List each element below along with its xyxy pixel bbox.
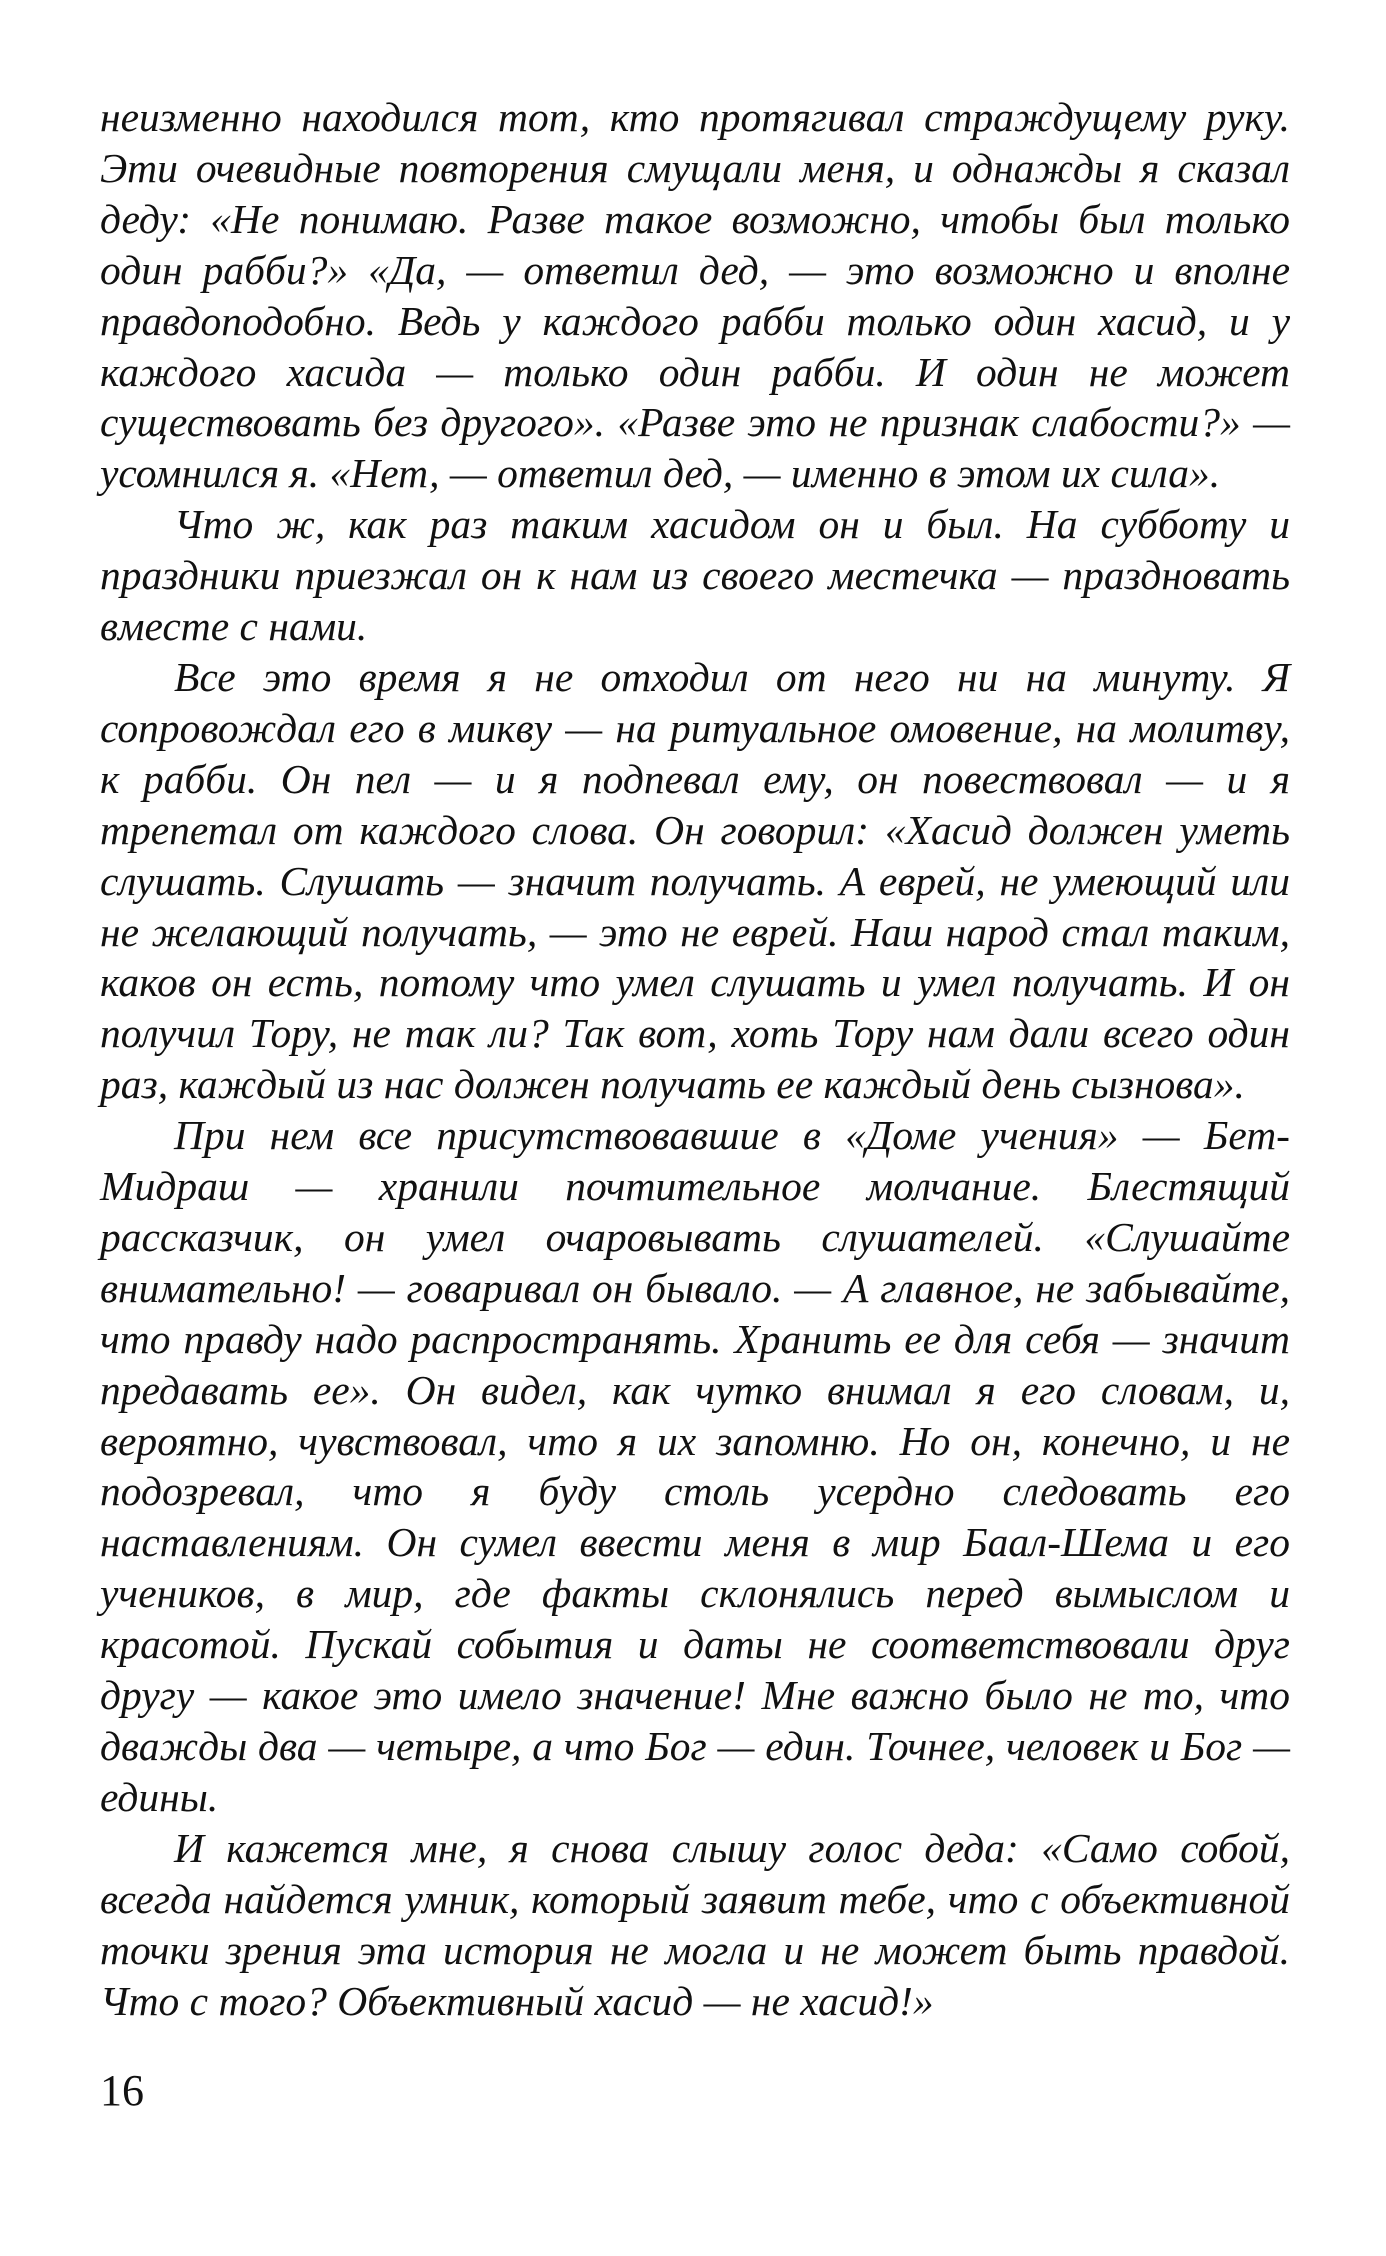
paragraph-5: И кажется мне, я снова слышу голос деда: «Само собой, всегда найдется умник, который заявит тебе, что с объективной точки зрения эта история не могла и не может быть правдой. Что с того? Объективный хасид — не хасид!» xyxy=(100,1824,1290,2024)
body-text xyxy=(100,92,1290,2026)
paragraph-2: Что ж, как раз таким хасидом он и был. На субботу и праздники приезжал он к нам из своего местечка — праздновать вместе с нами. xyxy=(100,501,1290,650)
paragraph-1: неизменно находился тот, кто протягивал страждущему руку. Эти очевидные повторения смущали меня, и однажды я сказал деду: «Не понимаю. Разве такое возможно, чтобы был только один рабби?» «Да, — ответил дед, — это возможно и вполне правдоподобно. Ведь у каждого рабби только один хасид, и у каждого хасида — только один рабби. И один не может существовать без другого». «Разве это не признак слабости?» — усомнился я. «Нет, — ответил дед, — именно в этом их сила». xyxy=(100,94,1290,497)
paragraph-3: Все это время я не отходил от него ни на минуту. Я сопровождал его в микву — на ритуальное омовение, на молитву, к рабби. Он пел — и я подпевал ему, он повествовал — и я трепетал от каждого слова. Он говорил: «Хасид должен уметь слушать. Слушать — значит получать. А еврей, не умеющий или не желающий получать, — это не еврей. Наш народ стал таким, каков он есть, потому что умел слушать и умел получать. И он получил Тору, не так ли? Так вот, хоть Тору нам дали всего один раз, каждый из нас должен получать ее каждый день сызнова». xyxy=(100,653,1290,1108)
page-number: 16 xyxy=(100,2066,144,2115)
paragraph-4: При нем все присутствовавшие в «Доме учения» — Бет-Мидраш — хранили почтительное молчание. Блестящий рассказчик, он умел очаровывать слушателей. «Слушайте внимательно! — говаривал он бывало. — А главное, не забывайте, что правду надо распространять. Хранить ее для себя — значит предавать ее». Он видел, как чутко внимал я его словам, и, вероятно, чувствовал, что я их запомню. Но он, конечно, и не подозревал, что я буду столь усердно следовать его наставлениям. Он сумел ввести меня в мир Баал-Шема и его учеников, в мир, где факты склонялись перед вымыслом и красотой. Пускай события и даты не соответствовали друг другу — какое это имело значение! Мне важно было не то, что дважды два — четыре, а что Бог — един. Точнее, человек и Бог — едины. xyxy=(100,1112,1290,1820)
